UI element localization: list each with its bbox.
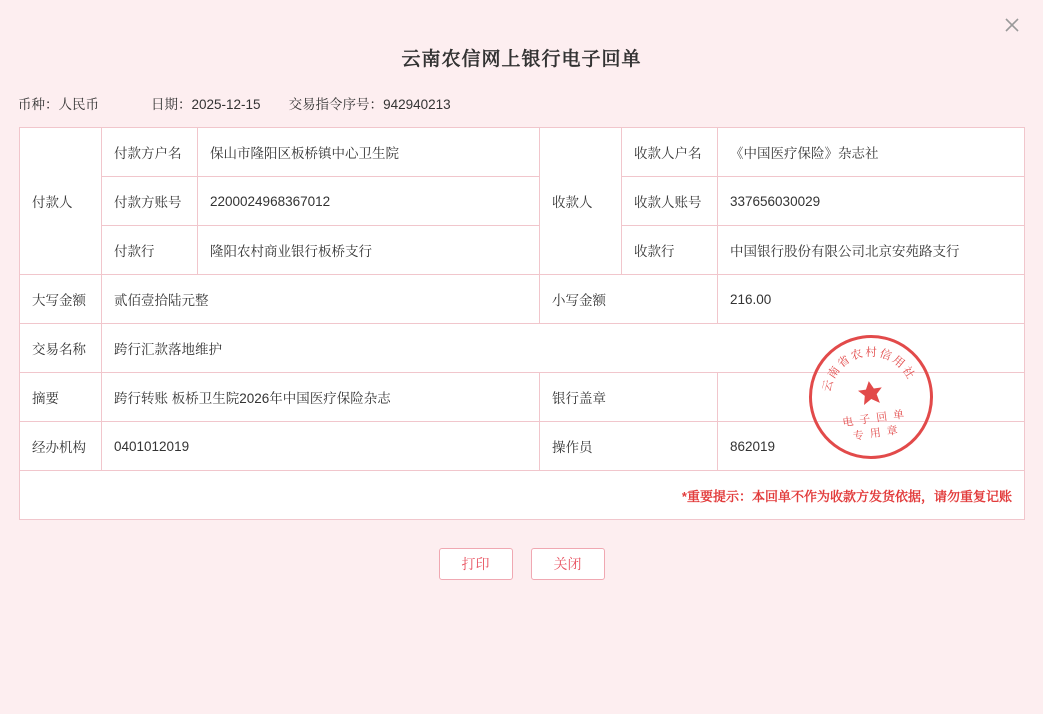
svg-text:专 用 章: 专 用 章 [852, 424, 901, 443]
svg-text:电 子 回 单: 电 子 回 单 [841, 408, 907, 430]
payer-account-value: 2200024968367012 [198, 177, 540, 226]
payer-name-value: 保山市隆阳区板桥镇中心卫生院 [198, 128, 540, 177]
summary-label: 摘要 [20, 373, 102, 422]
organization-label: 经办机构 [20, 422, 102, 471]
seal-label: 银行盖章 [540, 373, 718, 422]
operator-value: 862019 [718, 422, 1025, 471]
payee-section-label: 收款人 [540, 128, 622, 275]
table-row [20, 128, 1025, 177]
sequence-field [289, 93, 451, 113]
action-bar [0, 548, 1043, 580]
payee-bank-label: 收款行 [622, 226, 718, 275]
receipt-table [19, 127, 1025, 520]
table-row [20, 226, 1025, 275]
sequence-value: 942940213 [383, 97, 451, 112]
currency-label: 币种： [18, 97, 59, 112]
payer-section-label: 付款人 [20, 128, 102, 275]
notice-cell [20, 471, 1025, 520]
amount-lower-label: 小写金额 [540, 275, 718, 324]
transaction-name-label: 交易名称 [20, 324, 102, 373]
payee-account-value: 337656030029 [718, 177, 1025, 226]
payee-bank-value: 中国银行股份有限公司北京安苑路支行 [718, 226, 1025, 275]
sequence-label: 交易指令序号： [288, 97, 384, 112]
payer-bank-label: 付款行 [102, 226, 198, 275]
close-icon[interactable] [1001, 14, 1023, 36]
currency-value: 人民币 [58, 97, 99, 112]
bank-seal-stamp-icon [801, 327, 941, 467]
currency-field [18, 93, 99, 113]
table-row [20, 177, 1025, 226]
table-row [20, 471, 1025, 520]
payer-bank-value: 隆阳农村商业银行板桥支行 [198, 226, 540, 275]
transaction-name-value: 跨行汇款落地维护 [102, 324, 1025, 373]
date-value: 2025-12-15 [191, 97, 261, 112]
payer-account-label: 付款方账号 [102, 177, 198, 226]
table-row [20, 275, 1025, 324]
payee-name-value: 《中国医疗保险》杂志社 [718, 128, 1025, 177]
receipt-meta [0, 71, 1043, 127]
close-button[interactable]: 关闭 [531, 548, 605, 580]
notice-text: 本回单不作为收款方发货依据，请勿重复记账 [751, 488, 1012, 504]
print-button[interactable]: 打印 [439, 548, 513, 580]
svg-text:云南省农村信用社: 云南省农村信用社 [821, 346, 918, 394]
amount-lower-value: 216.00 [718, 275, 1025, 324]
notice-prefix: *重要提示： [681, 488, 752, 504]
payee-name-label: 收款人户名 [622, 128, 718, 177]
amount-upper-label: 大写金额 [20, 275, 102, 324]
organization-value: 0401012019 [102, 422, 540, 471]
amount-upper-value: 贰佰壹拾陆元整 [102, 275, 540, 324]
date-label: 日期： [151, 97, 192, 112]
bank-seal-cell [718, 346, 1025, 443]
payee-account-label: 收款人账号 [622, 177, 718, 226]
operator-label: 操作员 [540, 422, 718, 471]
table-row [20, 373, 1025, 422]
payer-name-label: 付款方户名 [102, 128, 198, 177]
summary-value: 跨行转账 板桥卫生院2026年中国医疗保险杂志 [102, 373, 540, 422]
date-field [151, 93, 261, 113]
page-title: 云南农信网上银行电子回单 [401, 49, 642, 70]
